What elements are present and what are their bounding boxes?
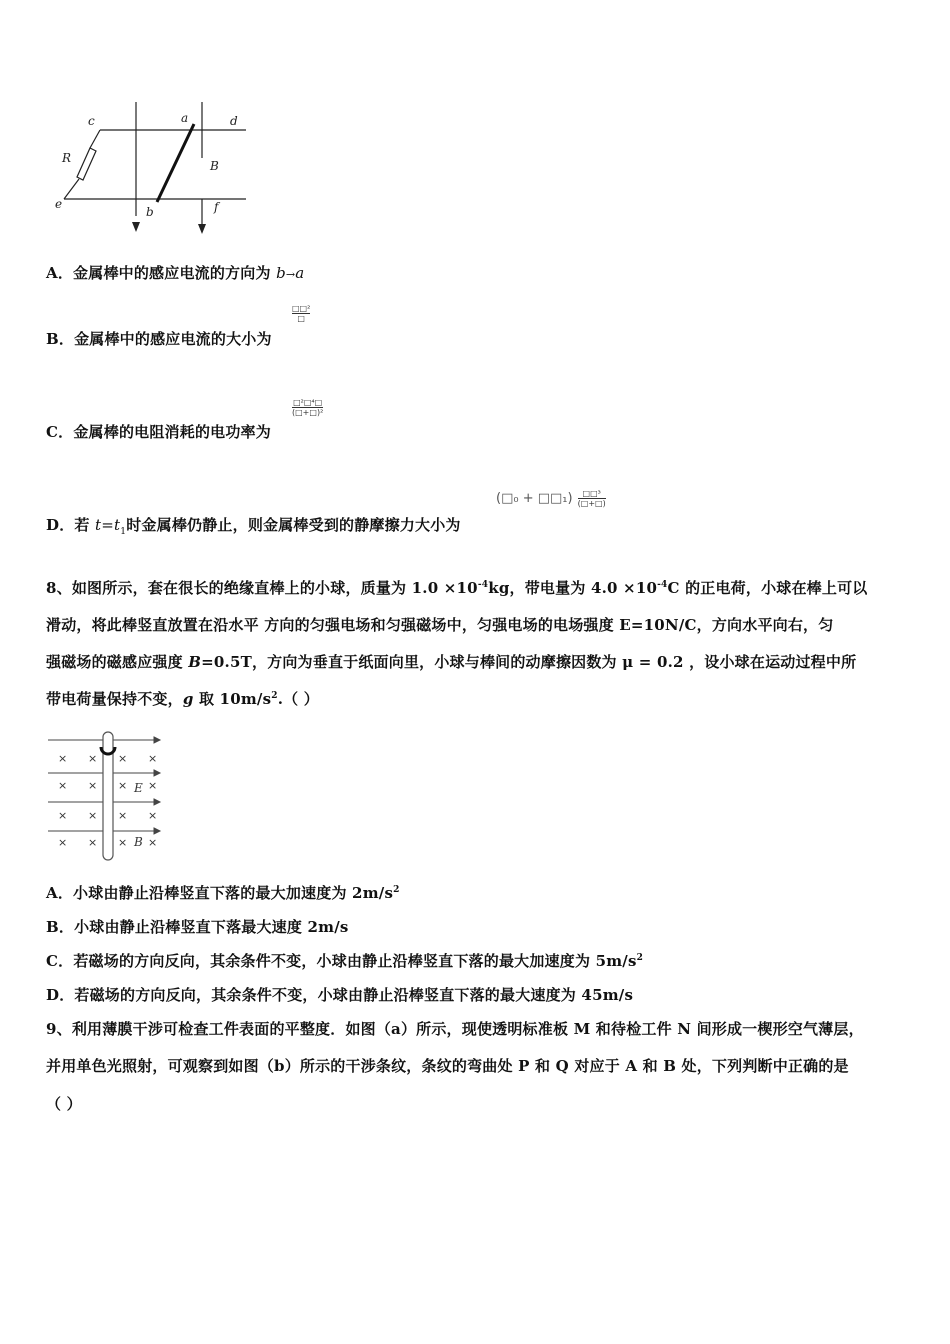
svg-text:×: × [118, 779, 128, 792]
svg-text:×: × [148, 836, 158, 849]
label-b: b [146, 205, 154, 219]
svg-text:×: × [118, 809, 128, 822]
q8-option-b: B．小球由静止沿棒竖直下落最大速度 2m/s [46, 918, 349, 936]
label-a: a [181, 111, 189, 125]
q8-stem-line4: 带电荷量保持不变，g 取 $10m/s^2$.（ ） [46, 690, 319, 708]
q8-stem-line2: 滑动，将此棒竖直放置在沿水平 方向的匀强电场和匀强磁场中，匀强电场的电场强度 E=10N/C，方向水平向右，匀 [46, 616, 834, 634]
svg-text:×: × [58, 779, 68, 792]
svg-text:×: × [148, 809, 158, 822]
svg-text:×: × [148, 779, 158, 792]
svg-text:×: × [88, 752, 98, 765]
insulating-rod [103, 732, 113, 860]
label-e: e [55, 197, 63, 211]
q9-stem-line1: 9、利用薄膜干涉可检查工件表面的平整度．如图（a）所示，现使透明标准板 M 和待检工件 N 间形成一楔形空气薄层， [46, 1020, 864, 1038]
q8-option-a: A．小球由静止沿棒竖直下落的最大加速度为 $2m/s^2$ [46, 884, 400, 902]
svg-text:×: × [118, 836, 128, 849]
q8-stem-line3: 强磁场的磁感应强度 B=0.5T，方向为垂直于纸面向里，小球与棒间的动摩擦因数为 μ = 0.2 ，设小球在运动过程中所 [46, 653, 857, 671]
label-B-field: B [134, 835, 143, 849]
svg-text:×: × [88, 779, 98, 792]
label-E: E [134, 781, 143, 795]
svg-text:×: × [148, 752, 158, 765]
svg-text:×: × [88, 809, 98, 822]
q9-stem-line2: 并用单色光照射，可观察到如图（b）所示的干涉条纹，条纹的弯曲处 P 和 Q 对应于 A 和 B 处，下列判断中正确的是 [46, 1057, 849, 1075]
metal-rod [157, 124, 194, 202]
q9-stem-line3: （ ） [46, 1095, 82, 1113]
q7-option-b-formula: □□² □ [292, 304, 311, 323]
q7-option-c-formula: □²□⁴□ (□+□)² [292, 398, 324, 417]
label-c: c [88, 114, 95, 128]
svg-text:×: × [58, 809, 68, 822]
q7-option-b: B．金属棒中的感应电流的大小为 [46, 330, 272, 348]
label-f: f [214, 200, 219, 214]
rail-circuit-figure [50, 98, 260, 238]
label-d: d [230, 114, 238, 128]
q8-option-d: D．若磁场的方向反向，其余条件不变，小球由静止沿棒竖直下落的最大速度为 45m/s [46, 986, 634, 1004]
label-B: B [210, 159, 219, 173]
q7-option-c: C．金属棒的电阻消耗的电功率为 [46, 423, 271, 441]
svg-text:×: × [88, 836, 98, 849]
q7-option-d: D．若 $t=t_1$时金属棒仍静止，则金属棒受到的静摩擦力大小为 [46, 516, 461, 537]
q7-option-d-formula: (□₀ + □□₁) $\frac{\text{□□³}}{(□+□)}$ [496, 489, 606, 508]
svg-text:×: × [58, 752, 68, 765]
svg-text:×: × [118, 752, 128, 765]
svg-text:×: × [58, 836, 68, 849]
q7-option-a: A．金属棒中的感应电流的方向为 b→a [46, 264, 305, 282]
q8-option-c: C．若磁场的方向反向，其余条件不变，小球由静止沿棒竖直下落的最大加速度为 $5m/s^2$ [46, 952, 644, 970]
label-R: R [62, 151, 72, 165]
q8-stem-line1: 8、如图所示，套在很长的绝缘直棒上的小球，质量为 $1.0 \times 10^{-4}kg$，带电量为 $4.0 \times 10^{-4}C$ 的正电荷，小球在棒上可以 [46, 579, 868, 597]
field-rod-figure [46, 728, 164, 864]
